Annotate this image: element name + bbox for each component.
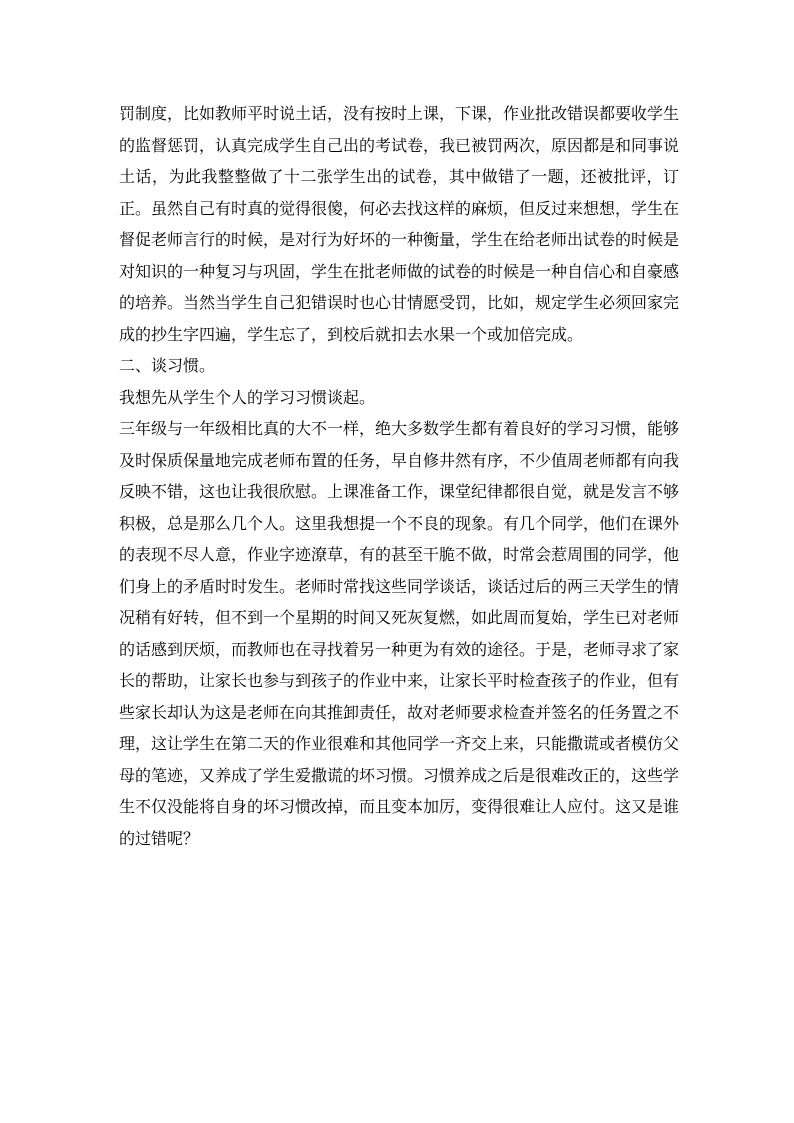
section-heading-habits: 二、谈习惯。	[119, 356, 216, 375]
paragraph-punishment-system: 罚制度，比如教师平时说土话，没有按时上课，下课，作业批改错误都要收学生的监督惩罚，认真完成学生自己出的考试卷，我已被罚两次，原因都是和同事说土话，为此我整整做了十二张学生出的试卷，其中做错了一题，还被批评，订正。虽然自己有时真的觉得很傻，何必去找这样的麻烦，但反过来想想，学生在督促老师言行的时候，是对行为好坏的一种衡量，学生在给老师出试卷的时候是对知识的一种复习与巩固，学生在批老师做的试卷的时候是一种自信心和自豪感的培养。当然当学生自己犯错误时也心甘情愿受罚，比如，规定学生必须回家完成的抄生字四遍，学生忘了，到校后就扣去水果一个或加倍完成。	[119, 104, 680, 344]
paragraph-intro-habits: 我想先从学生个人的学习习惯谈起。	[119, 387, 376, 407]
paragraph-grade-comparison: 三年级与一年级相比真的大不一样，绝大多数学生都有着良好的学习习惯，能够及时保质保量地完成老师布置的任务，早自修井然有序，不少值周老师都有向我反映不错，这也让我很欣慰。上课准备工作，课堂纪律都很自觉，就是发言不够积极，总是那么几个人。这里我想提一个不良的现象。有几个同学，他们在课外的表现不尽人意，作业字迹潦草，有的甚至干脆不做，时常会惹周围的同学，他们身上的矛盾时时发生。老师时常找这些同学谈话，谈话过后的两三天学生的情况稍有好转，但不到一个星期的时间又死灰复燃，如此周而复始，学生已对老师的话感到厌烦，而教师也在寻找着另一种更为有效的途径。于是，老师寻求了家长的帮助，让家长也参与到孩子的作业中来，让家长平时检查孩子的作业，但有些家长却认为这是老师在向其推卸责任，故对老师要求检查并签名的任务置之不理，这让学生在第二天的作业很难和其他同学一齐交上来，只能撒谎或者模仿父母的笔迹，又养成了学生爱撒谎的坏习惯。习惯养成之后是很难改正的，这些学生不仅没能将自身的坏习惯改掉，而且变本加厉，变得很难让人应付。这又是谁的过错呢？	[119, 419, 680, 848]
document-body	[119, 98, 679, 854]
